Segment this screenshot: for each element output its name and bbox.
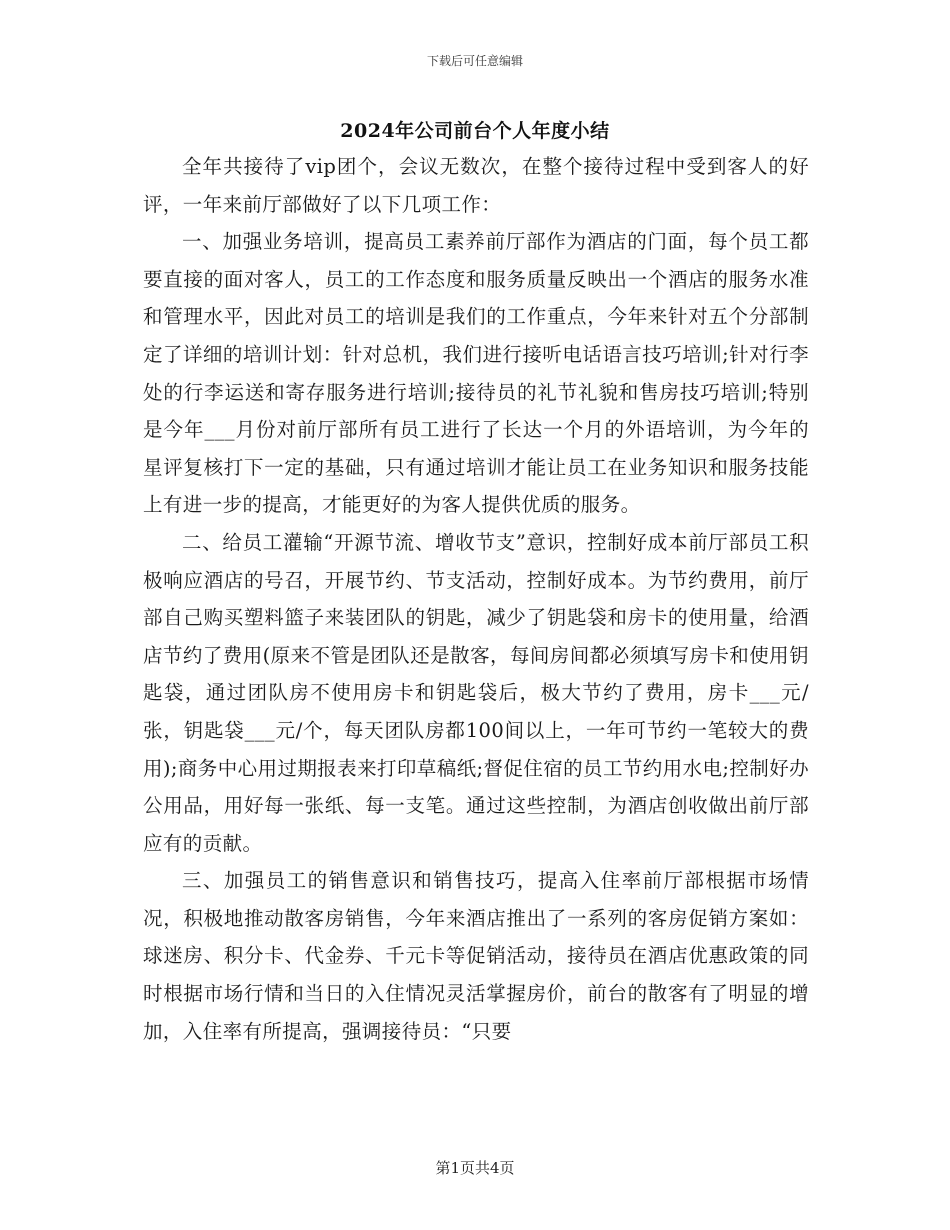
page-header-note: 下载后可任意编辑	[426, 54, 523, 68]
document-body	[143, 148, 809, 1050]
paragraph-sales: 三、加强员工的销售意识和销售技巧，提高入住率前厅部根据市场情况，积极地推动散客房销售，今年来酒店推出了一系列的客房促销方案如：球迷房、积分卡、代金券、千元卡等促销活动，接待员在酒店优惠政策的同时根据市场行情和当日的入住情况灵活掌握房价，前台的散客有了明显的增加，入住率有所提高，强调接待员：“只要	[143, 869, 809, 1043]
paragraph-training: 一、加强业务培训，提高员工素养前厅部作为酒店的门面，每个员工都要直接的面对客人，员工的工作态度和服务质量反映出一个酒店的服务水准和管理水平，因此对员工的培训是我们的工作重点，今年来针对五个分部制定了详细的培训计划：针对总机，我们进行接听电话语言技巧培训;针对行李处的行李运送和寄存服务进行培训;接待员的礼节礼貌和售房技巧培训;特别是今年___月份对前厅部所有员工进行了长达一个月的外语培训，为今年的星评复核打下一定的基础，只有通过培训才能让员工在业务知识和服务技能上有进一步的提高，才能更好的为客人提供优质的服务。	[143, 230, 809, 517]
paragraph-intro: 全年共接待了vip团个，会议无数次，在整个接待过程中受到客人的好评，一年来前厅部做好了以下几项工作：	[143, 155, 809, 216]
document-title: 2024年公司前台个人年度小结	[340, 120, 610, 142]
page-number: 第1页共4页	[435, 1159, 515, 1177]
paragraph-cost-control: 二、给员工灌输“开源节流、增收节支”意识，控制好成本前厅部员工积极响应酒店的号召，开展节约、节支活动，控制好成本。为节约费用，前厅部自己购买塑料篮子来装团队的钥匙，减少了钥匙袋和房卡的使用量，给酒店节约了费用(原来不管是团队还是散客，每间房间都必须填写房卡和使用钥匙袋，通过团队房不使用房卡和钥匙袋后，极大节约了费用，房卡___元/张，钥匙袋___元/个，每天团队房都100间以上，一年可节约一笔较大的费用);商务中心用过期报表来打印草稿纸;督促住宿的员工节约用水电;控制好办公用品，用好每一张纸、每一支笔。通过这些控制，为酒店创收做出前厅部应有的贡献。	[143, 530, 809, 855]
